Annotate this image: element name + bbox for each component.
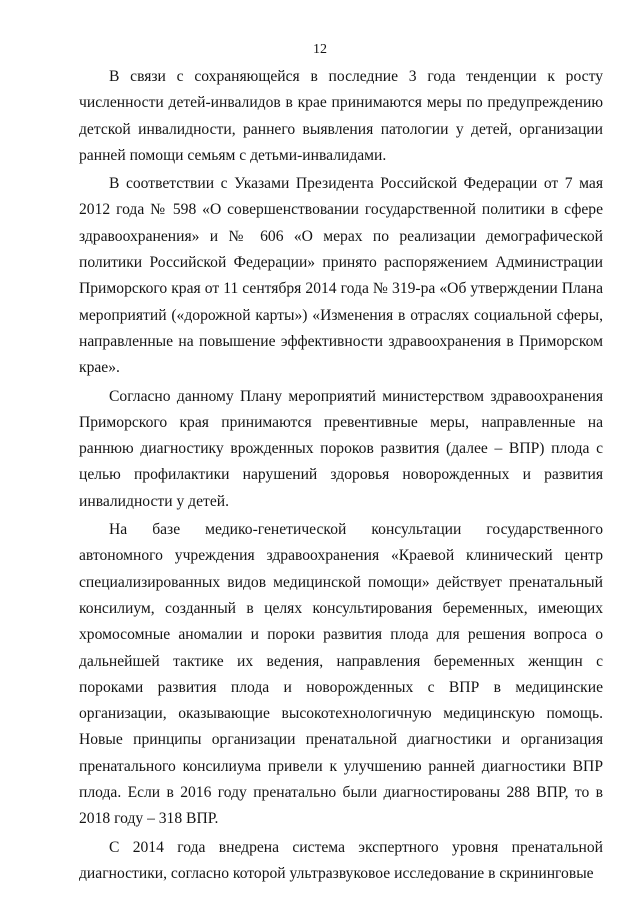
body-text <box>79 64 603 887</box>
paragraph-child-disability-prevention: В связи с сохраняющейся в последние 3 года тенденции к росту численности детей-инвалидов в крае принимаются меры по предупреждению детской инвалидности, раннего выявления патологии у детей, организации ранней помощи семьям с детьми-инвалидами. <box>79 68 603 164</box>
paragraph-expert-diagnostics: С 2014 года внедрена система экспертного уровня пренатальной диагностики, согласно которой ультразвуковое исследование в скрининговые <box>79 838 603 882</box>
page-number: 12 <box>313 42 327 57</box>
paragraph-prenatal-council: На базе медико-генетической консультации государственного автономного учреждения здравоохранения «Краевой клинический центр специализированных видов медицинской помощи» действует пренатальный консилиум, созданный в целях консультирования беременных, имеющих хромосомные аномалии и пороки развития плода для решения вопроса о дальнейшей тактике их ведения, направления беременных женщин с пороками развития плода и новорожденных с ВПР в медицинские организации, оказывающие высокотехнологичную медицинскую помощь. Новые принципы организации пренатальной диагностики и организация пренатального консилиума привели к улучшению ранней диагностики ВПР плода. Если в 2016 году пренатально были диагностированы 288 ВПР, то в 2018 году – 318 ВПР. <box>79 521 603 828</box>
paragraph-presidential-decrees: В соответствии с Указами Президента Российской Федерации от 7 мая 2012 года № 598 «О совершенствовании государственной политики в сфере здравоохранения» и № 606 «О мерах по реализации демографической политики Российской Федерации» принято распоряжением Администрации Приморского края от 11 сентября 2014 года № 319-ра «Об утверждении Плана мероприятий («дорожной карты») «Изменения в отраслях социальной сферы, направленные на повышение эффективности здравоохранения в Приморском крае». <box>79 175 603 377</box>
paragraph-preventive-measures: Согласно данному Плану мероприятий министерством здравоохранения Приморского края принимаются превентивные меры, направленные на раннюю диагностику врожденных пороков развития (далее – ВПР) плода с целью профилактики нарушений здоровья новорожденных и развития инвалидности у детей. <box>79 387 603 510</box>
